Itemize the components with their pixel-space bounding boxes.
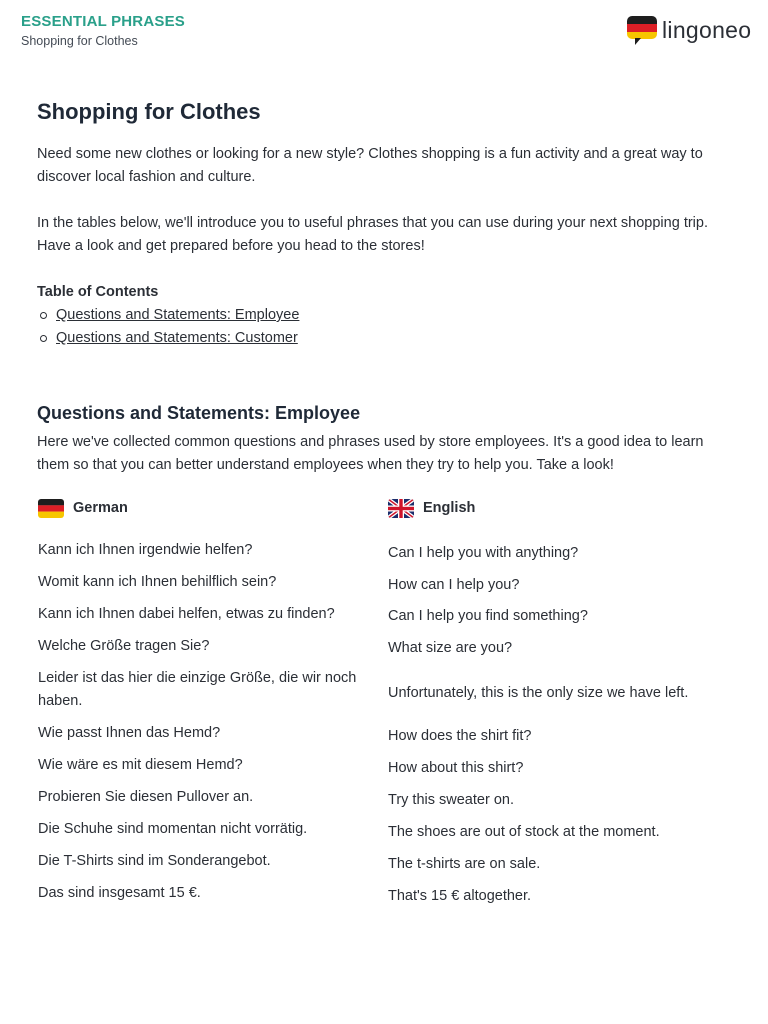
section-description: Here we've collected common questions and phrases used by store employees. It's a good idea to learn them so that you can better understand employees when they try to help you. Take a look! [37,434,704,473]
phrase-english: Try this sweater on. [388,792,514,808]
phrase-english: Can I help you find something? [388,608,588,624]
column-header-english [388,494,475,522]
intro-paragraph-2: In the tables below, we'll introduce you to useful phrases that you can use during your next shopping trip. Have a look and get prepared before you head to the stores! [37,215,708,254]
toc-item-employee [37,304,737,327]
phrase-english: What size are you? [388,640,513,656]
table-of-contents [37,304,737,350]
column-header-german-label: German [73,500,128,516]
german-flag-icon [38,499,64,518]
section-kicker: ESSENTIAL PHRASES [21,13,185,30]
column-header-german [38,494,128,522]
phrase-english: Can I help you with anything? [388,545,579,561]
phrase-german: Wie passt Ihnen das Hemd? [38,725,221,741]
page-header [0,0,768,60]
header-subtitle: Shopping for Clothes [21,34,138,48]
phrase-english: Unfortunately, this is the only size we have left. [388,685,689,701]
phrase-german: Wie wäre es mit diesem Hemd? [38,757,243,773]
article-content [37,98,737,477]
phrase-english: How can I help you? [388,577,520,593]
toc-title: Table of Contents [37,284,159,300]
phrase-english: The shoes are out of stock at the moment. [388,824,660,840]
lingoneo-logo[interactable] [626,14,751,46]
phrase-english: The t-shirts are on sale. [388,856,541,872]
phrase-german: Die Schuhe sind momentan nicht vorrätig. [38,821,308,837]
phrase-german: Leider ist das hier die einzige Größe, die wir noch haben. [38,670,357,709]
page-title: Shopping for Clothes [37,99,261,124]
phrase-english: That's 15 € altogether. [388,888,532,904]
logo-wordmark: lingoneo [662,16,752,43]
phrase-german: Kann ich Ihnen irgendwie helfen? [38,542,253,558]
phrase-german: Kann ich Ihnen dabei helfen, etwas zu finden? [38,606,335,622]
uk-flag-icon [388,499,414,518]
phrase-english: How about this shirt? [388,760,524,776]
phrase-german: Die T-Shirts sind im Sonderangebot. [38,853,271,869]
intro-paragraph-1: Need some new clothes or looking for a new style? Clothes shopping is a fun activity and a great way to discover local fashion and culture. [37,146,703,185]
section-title: Questions and Statements: Employee [37,403,361,423]
phrase-german: Welche Größe tragen Sie? [38,638,210,654]
speech-bubble-flag-icon [626,14,658,46]
toc-item-customer [37,327,737,350]
toc-link-customer[interactable]: Questions and Statements: Customer [56,330,298,346]
phrase-german: Womit kann ich Ihnen behilflich sein? [38,574,277,590]
column-header-english-label: English [423,500,476,516]
toc-link-employee[interactable]: Questions and Statements: Employee [56,307,300,323]
bullet-icon [40,312,47,319]
bullet-icon [40,335,47,342]
phrase-english: How does the shirt fit? [388,728,532,744]
phrase-german: Probieren Sie diesen Pullover an. [38,789,254,805]
phrase-german: Das sind insgesamt 15 €. [38,885,201,901]
